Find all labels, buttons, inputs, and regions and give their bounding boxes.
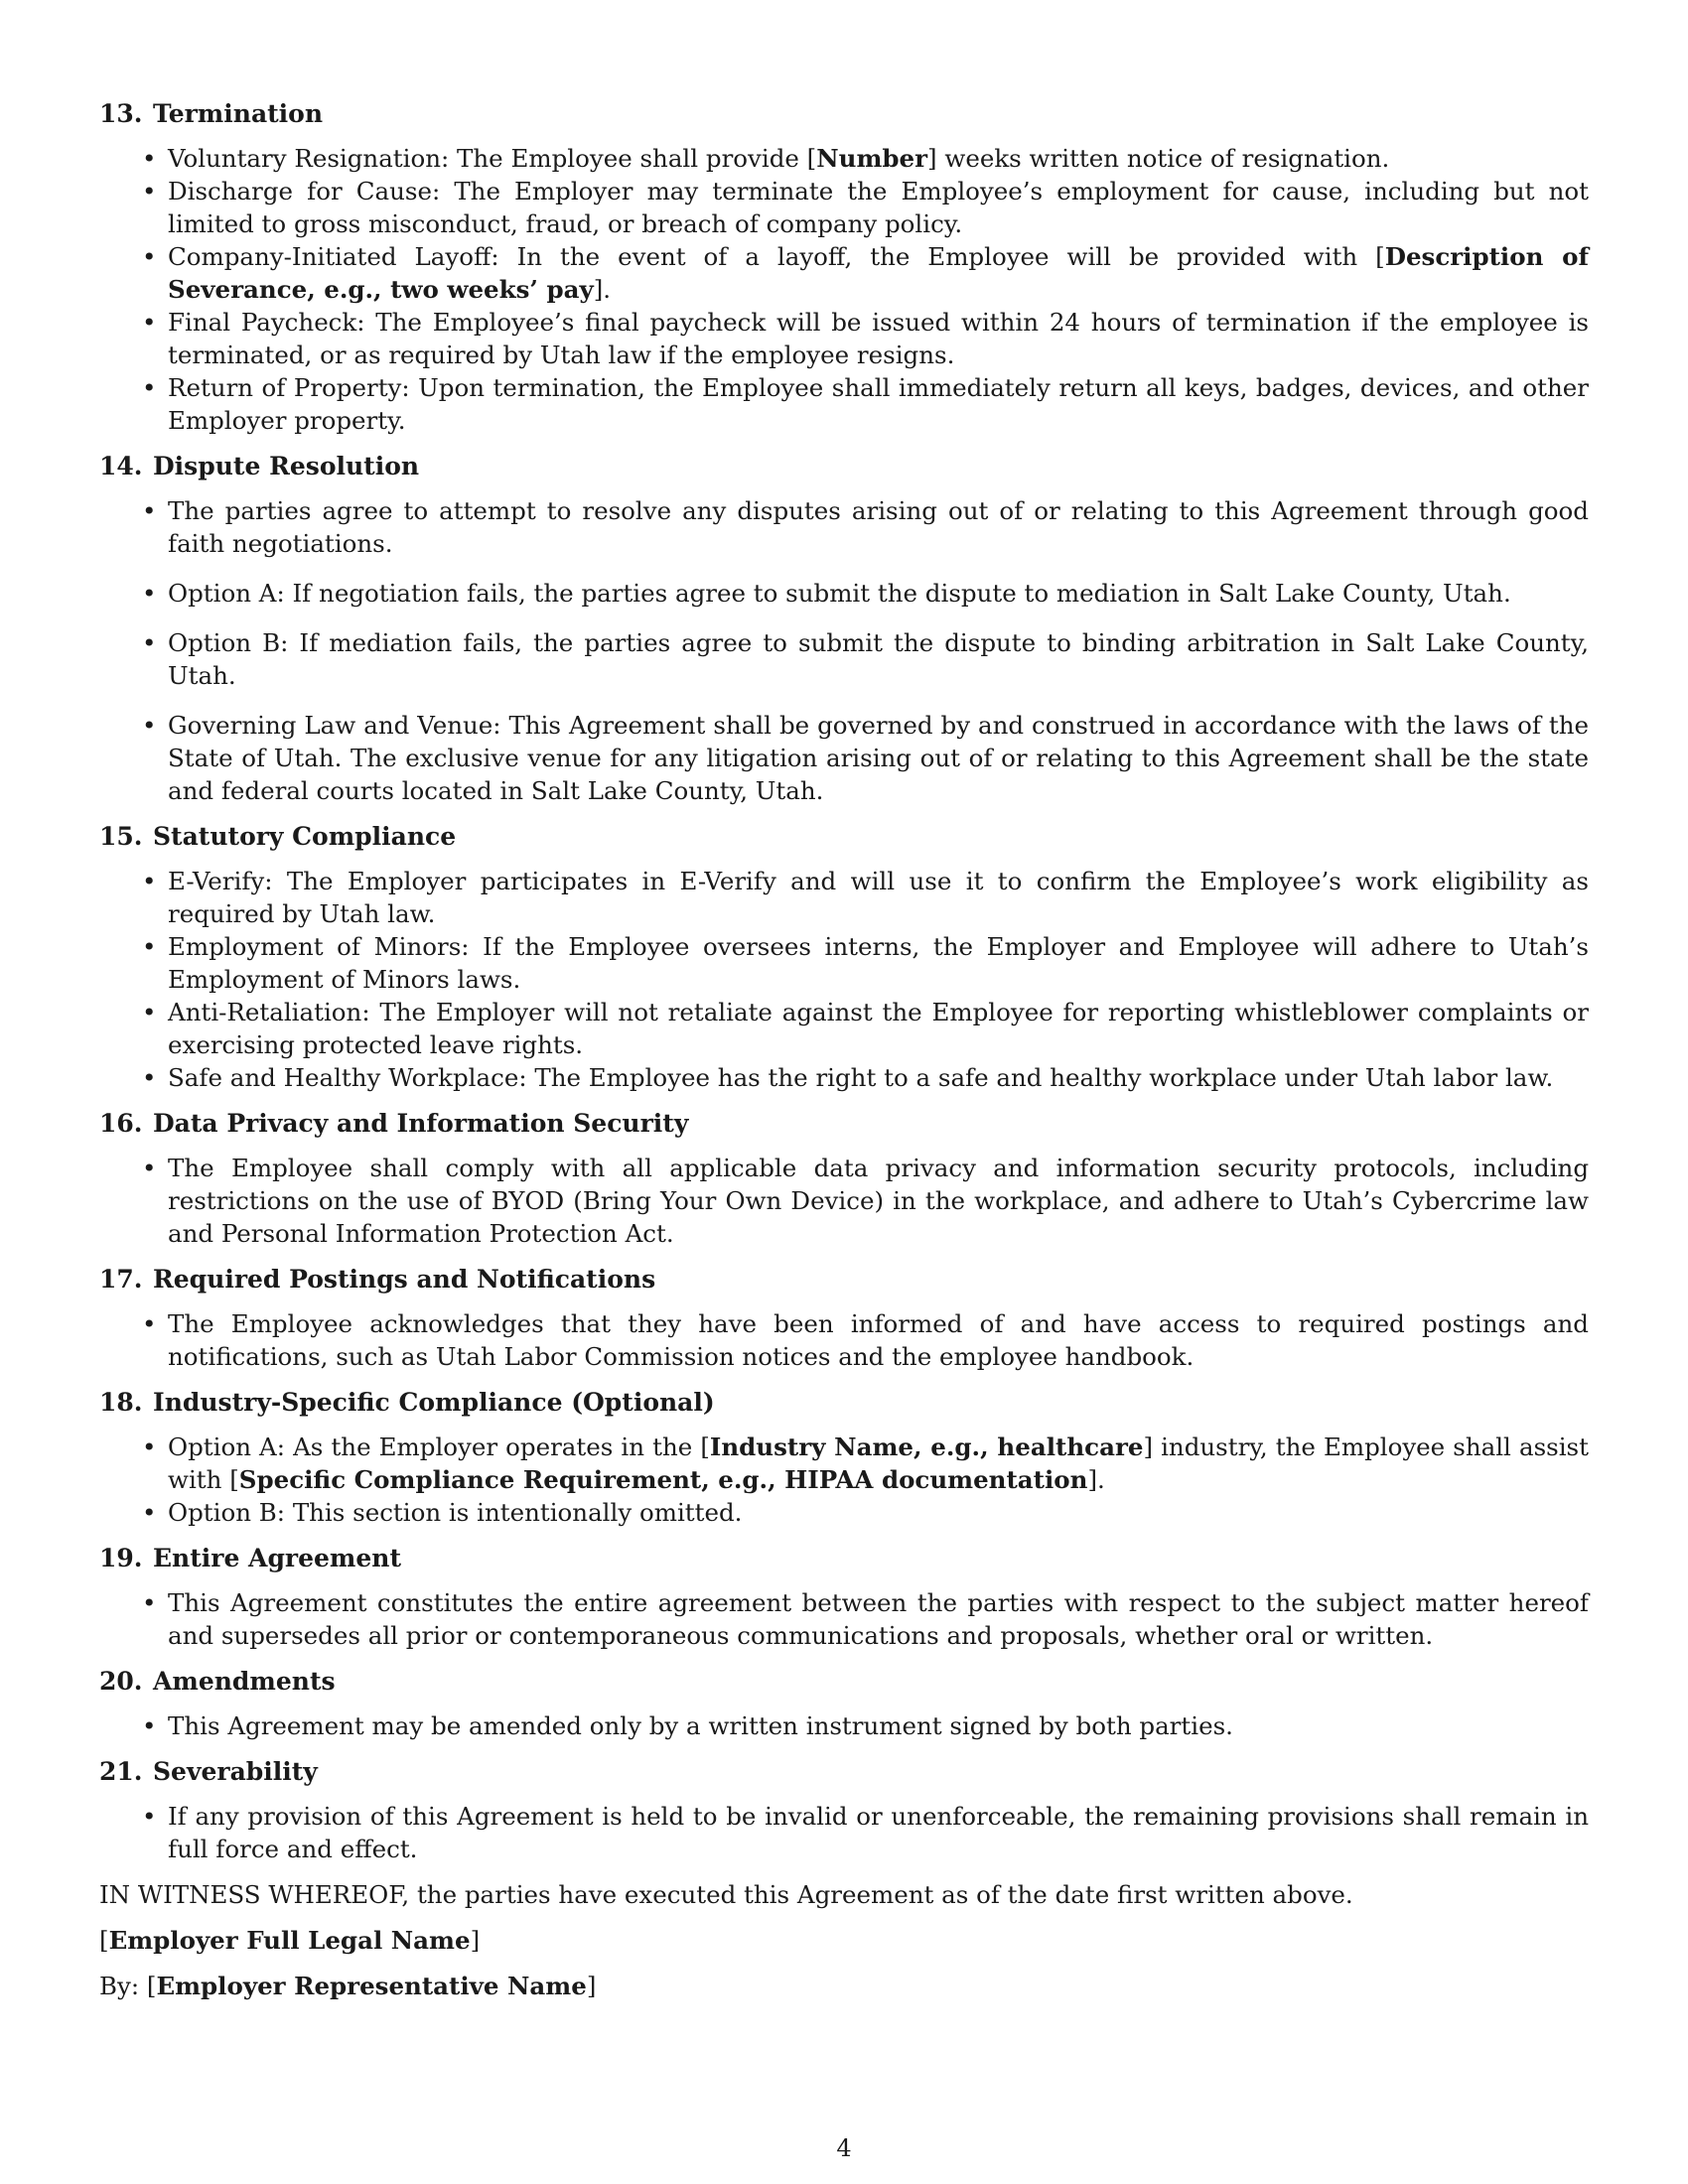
list-item: • The parties agree to attempt to resolve any disputes arising out of or relating to this Agreement through good faith negotiations. <box>99 494 1589 560</box>
bullet-list <box>99 1709 1589 1742</box>
list-item: • The Employee acknowledges that they have been informed of and have access to required postings and notifications, such as Utah Labor Commission notices and the employee handbook. <box>99 1307 1589 1373</box>
section-entire-agreement <box>99 1542 1589 1652</box>
section-dispute-resolution <box>99 450 1589 807</box>
list-item: • If any provision of this Agreement is held to be invalid or unenforceable, the remaining provisions shall remain in full force and effect. <box>99 1800 1589 1865</box>
list-item: • This Agreement may be amended only by a written instrument signed by both parties. <box>99 1709 1589 1742</box>
employer-name-line: [Employer Full Legal Name] <box>99 1926 481 1955</box>
bullet-list <box>99 1307 1589 1373</box>
list-item: • This Agreement constitutes the entire agreement between the parties with respect to the subject matter hereof and supersedes all prior or contemporaneous communications and proposals, whether oral or written. <box>99 1586 1589 1652</box>
list-item: • Anti-Retaliation: The Employer will not retaliate against the Employee for reporting whistleblower complaints or exercising protected leave rights. <box>99 996 1589 1061</box>
list-item: • Employment of Minors: If the Employee oversees interns, the Employer and Employee will adhere to Utah’s Employment of Minors laws. <box>99 930 1589 996</box>
list-item: • Safe and Healthy Workplace: The Employee has the right to a safe and healthy workplace under Utah labor law. <box>99 1061 1589 1094</box>
bullet-list <box>99 865 1589 1094</box>
section-statutory-compliance <box>99 820 1589 1094</box>
section-heading: 21. Severability <box>99 1757 318 1786</box>
section-required-postings <box>99 1263 1589 1373</box>
section-heading: 18. Industry-Specific Compliance (Optional) <box>99 1388 715 1417</box>
section-heading: 19. Entire Agreement <box>99 1544 401 1572</box>
list-item: • Company-Initiated Layoff: In the event of a layoff, the Employee will be provided with [Description of Severance, e.g., two weeks’ pay]. <box>99 240 1589 306</box>
list-item: • Option B: This section is intentionally omitted. <box>99 1496 1589 1529</box>
bullet-list <box>99 1800 1589 1865</box>
section-amendments <box>99 1665 1589 1742</box>
document-page <box>99 97 1589 2015</box>
list-item: • Option A: As the Employer operates in the [Industry Name, e.g., healthcare] industry, the Employee shall assist with [Specific Compliance Requirement, e.g., HIPAA documentation]. <box>99 1431 1589 1496</box>
list-item: • Discharge for Cause: The Employer may terminate the Employee’s employment for cause, including but not limited to gross misconduct, fraud, or breach of company policy. <box>99 175 1589 240</box>
page-number: 4 <box>836 2134 852 2162</box>
section-industry-compliance <box>99 1386 1589 1529</box>
list-item: • Governing Law and Venue: This Agreement shall be governed by and construed in accordance with the laws of the State of Utah. The exclusive venue for any litigation arising out of or relating to this Agreement shall be the state and federal courts located in Salt Lake County, Utah. <box>99 709 1589 807</box>
list-item: • Return of Property: Upon termination, the Employee shall immediately return all keys, badges, devices, and other Employer property. <box>99 371 1589 437</box>
section-heading: 16. Data Privacy and Information Security <box>99 1109 689 1138</box>
section-heading: 20. Amendments <box>99 1667 336 1696</box>
section-termination <box>99 97 1589 437</box>
bullet-list <box>99 1431 1589 1529</box>
bullet-list <box>99 494 1589 807</box>
list-item: • Final Paycheck: The Employee’s final paycheck will be issued within 24 hours of termination if the employee is terminated, or as required by Utah law if the employee resigns. <box>99 306 1589 371</box>
list-item: • Option B: If mediation fails, the parties agree to submit the dispute to binding arbitration in Salt Lake County, Utah. <box>99 626 1589 692</box>
list-item: • The Employee shall comply with all applicable data privacy and information security protocols, including restrictions on the use of BYOD (Bring Your Own Device) in the workplace, and adhere to Utah’s Cybercrime law and Personal Information Protection Act. <box>99 1152 1589 1250</box>
section-heading: 17. Required Postings and Notifications <box>99 1265 656 1294</box>
witness-statement: IN WITNESS WHEREOF, the parties have executed this Agreement as of the date first written above. <box>99 1880 1353 1909</box>
section-heading: 14. Dispute Resolution <box>99 452 420 480</box>
signature-by-line: By: [Employer Representative Name] <box>99 1972 597 2000</box>
list-item: • Option A: If negotiation fails, the parties agree to submit the dispute to mediation in Salt Lake County, Utah. <box>99 577 1589 610</box>
section-severability <box>99 1755 1589 1865</box>
bullet-list <box>99 1586 1589 1652</box>
section-heading: 15. Statutory Compliance <box>99 822 457 851</box>
section-data-privacy <box>99 1107 1589 1250</box>
bullet-list <box>99 1152 1589 1250</box>
list-item: • E-Verify: The Employer participates in E-Verify and will use it to confirm the Employee’s work eligibility as required by Utah law. <box>99 865 1589 930</box>
list-item: • Voluntary Resignation: The Employee shall provide [Number] weeks written notice of resignation. <box>99 142 1589 175</box>
section-heading: 13. Termination <box>99 99 324 128</box>
bullet-list <box>99 142 1589 437</box>
